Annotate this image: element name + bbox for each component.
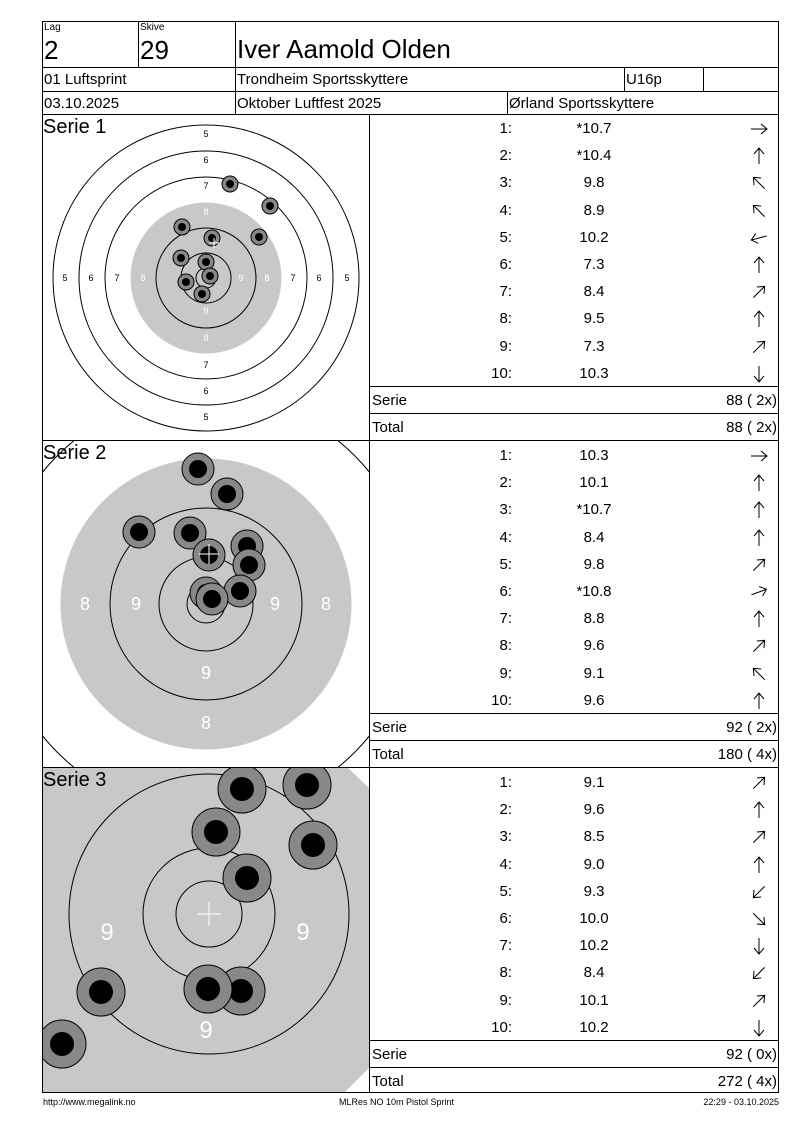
shot-row xyxy=(370,551,779,578)
ring-label: 6 xyxy=(203,155,209,165)
shot-row xyxy=(370,578,779,605)
total-label: Total xyxy=(372,419,404,436)
shot-number: 10: xyxy=(491,364,512,382)
shot-value: 10.1 xyxy=(579,474,609,492)
shot-row xyxy=(370,959,779,986)
shot-number: 6: xyxy=(499,583,512,600)
shot-row xyxy=(370,932,779,959)
ring-label: 9 xyxy=(200,663,212,683)
ring-label: 9 xyxy=(199,1017,213,1044)
total-score: 88 ( 2x) xyxy=(726,419,777,436)
serie-2-sum xyxy=(370,714,779,740)
shot-value: 9.8 xyxy=(583,174,605,192)
shot-value: 8.4 xyxy=(583,964,605,982)
ring-label: 8 xyxy=(320,594,332,614)
shot-value: 10.1 xyxy=(579,991,609,1009)
shot-number: 4: xyxy=(499,528,512,546)
ring-label: 9 xyxy=(269,594,281,614)
ring-label: 9 xyxy=(100,919,114,946)
club-name: Trondheim Sportsskyttere xyxy=(237,71,409,88)
serie-score: 92 ( 0x) xyxy=(726,1046,777,1063)
direction-arrow-icon xyxy=(749,773,769,793)
direction-arrow-icon xyxy=(749,528,769,548)
shot-number: 3: xyxy=(499,501,512,519)
direction-arrow-icon xyxy=(749,800,769,820)
event-name: 01 Luftsprint xyxy=(44,71,127,88)
shot-value: 8.9 xyxy=(583,201,605,219)
divider xyxy=(703,67,704,91)
shot-row xyxy=(370,632,779,659)
direction-arrow-icon xyxy=(749,582,769,602)
skive-label: Skive xyxy=(140,22,165,33)
serie-score: 88 ( 2x) xyxy=(726,392,777,409)
ring-label: 9 xyxy=(203,306,209,316)
shot-row xyxy=(370,851,779,878)
shot-number: 2: xyxy=(499,801,512,819)
shot-row xyxy=(370,605,779,632)
ring-label: 5 xyxy=(344,273,350,283)
shot-row xyxy=(370,442,779,469)
shot-number: 8: xyxy=(499,964,512,982)
shot-row xyxy=(370,905,779,932)
ring-label: 6 xyxy=(203,386,209,396)
shot-number: 2: xyxy=(499,147,512,165)
total-label: Total xyxy=(372,746,404,763)
shot-row xyxy=(370,142,779,169)
direction-arrow-icon xyxy=(749,500,769,520)
shot-number: 3: xyxy=(499,174,512,192)
shot-value: *10.8 xyxy=(576,583,612,600)
shot-number: 5: xyxy=(499,228,512,246)
ring-label: 8 xyxy=(264,273,270,283)
serie-1-sum xyxy=(370,387,779,413)
ring-label: 7 xyxy=(203,360,209,370)
shot-row xyxy=(370,305,779,332)
serie-3-sum xyxy=(370,1041,779,1067)
direction-arrow-icon xyxy=(749,119,769,139)
shot-number: 10: xyxy=(491,691,512,709)
serie-3-title: Serie 3 xyxy=(43,769,107,791)
ring-label: 8 xyxy=(200,713,212,733)
direction-arrow-icon xyxy=(749,909,769,929)
shot-value: 9.1 xyxy=(583,774,605,791)
direction-arrow-icon xyxy=(749,201,769,221)
shot-number: 3: xyxy=(499,828,512,846)
shot-number: 5: xyxy=(499,882,512,900)
serie-label: Serie xyxy=(372,1046,408,1063)
shot-number: 10: xyxy=(491,1018,512,1036)
shot-row xyxy=(370,115,779,142)
ring-label: 8 xyxy=(203,207,209,217)
divider xyxy=(138,21,139,67)
shot-value: 8.5 xyxy=(583,828,605,846)
shot-row xyxy=(370,333,779,360)
shot-value: 10.2 xyxy=(579,1018,609,1036)
ring-label: 5 xyxy=(203,129,209,139)
direction-arrow-icon xyxy=(749,1018,769,1038)
shot-number: 7: xyxy=(499,283,512,301)
direction-arrow-icon xyxy=(749,609,769,629)
shot-value: 8.4 xyxy=(583,528,605,546)
shot-value: 10.2 xyxy=(579,937,609,955)
ring-label: 7 xyxy=(203,181,209,191)
direction-arrow-icon xyxy=(749,827,769,847)
ring-label: 9 xyxy=(130,594,142,614)
serie-label: Serie xyxy=(372,392,408,409)
shot-number: 6: xyxy=(499,910,512,927)
direction-arrow-icon xyxy=(749,664,769,684)
skive-value: 29 xyxy=(140,35,169,65)
ring-label: 8 xyxy=(79,594,91,614)
shot-value: 8.4 xyxy=(583,283,605,301)
shot-value: 9.5 xyxy=(583,310,605,328)
shot-number: 1: xyxy=(499,447,512,464)
divider xyxy=(42,91,779,92)
date: 03.10.2025 xyxy=(44,95,120,112)
shot-row xyxy=(370,878,779,905)
shot-number: 7: xyxy=(499,937,512,955)
footer-timestamp: 22:29 - 03.10.2025 xyxy=(703,1097,779,1107)
direction-arrow-icon xyxy=(749,991,769,1011)
footer-program: MLRes NO 10m Pistol Sprint xyxy=(339,1097,455,1107)
ring-label: 7 xyxy=(114,273,120,283)
total-label: Total xyxy=(372,1073,404,1090)
lag-value: 2 xyxy=(44,35,59,65)
shooter-name: Iver Aamold Olden xyxy=(237,34,451,64)
shot-row xyxy=(370,769,779,796)
shot-number: 1: xyxy=(499,120,512,137)
shot-number: 9: xyxy=(499,664,512,682)
shot-number: 1: xyxy=(499,774,512,791)
shot-number: 7: xyxy=(499,610,512,628)
shot-row xyxy=(370,278,779,305)
direction-arrow-icon xyxy=(749,282,769,302)
divider xyxy=(42,67,779,68)
shot-row xyxy=(370,197,779,224)
direction-arrow-icon xyxy=(749,555,769,575)
shot-row xyxy=(370,524,779,551)
shot-number: 2: xyxy=(499,474,512,492)
target-serie-2 xyxy=(43,441,369,767)
direction-arrow-icon xyxy=(749,146,769,166)
shot-value: 8.8 xyxy=(583,610,605,628)
total-score: 180 ( 4x) xyxy=(717,746,777,763)
direction-arrow-icon xyxy=(749,446,769,466)
organizer-name: Ørland Sportsskyttere xyxy=(509,95,655,112)
ring-label: 9 xyxy=(238,273,244,283)
target-serie-1 xyxy=(43,115,369,440)
direction-arrow-icon xyxy=(749,936,769,956)
shot-value: *10.7 xyxy=(576,501,612,519)
shot-row xyxy=(370,687,779,714)
serie-2-title: Serie 2 xyxy=(43,442,107,464)
target-serie-3 xyxy=(43,768,369,1092)
shot-number: 5: xyxy=(499,555,512,573)
shot-value: 7.3 xyxy=(583,256,605,273)
ring-label: 5 xyxy=(203,412,209,422)
footer-url[interactable]: http://www.megalink.no xyxy=(43,1097,136,1107)
shot-row xyxy=(370,251,779,278)
shot-row xyxy=(370,224,779,251)
direction-arrow-icon xyxy=(749,473,769,493)
shot-row xyxy=(370,169,779,196)
serie-label: Serie xyxy=(372,719,408,736)
shot-value: 10.3 xyxy=(579,364,609,382)
serie-3-total xyxy=(370,1068,779,1094)
direction-arrow-icon xyxy=(749,173,769,193)
shot-value: 10.3 xyxy=(579,447,609,464)
shot-row xyxy=(370,660,779,687)
direction-arrow-icon xyxy=(749,228,769,248)
ring-label: 7 xyxy=(290,273,296,283)
shot-value: 10.0 xyxy=(579,910,609,927)
shot-value: 9.1 xyxy=(583,664,605,682)
shot-number: 8: xyxy=(499,637,512,655)
serie-1-title: Serie 1 xyxy=(43,116,107,138)
shot-number: 4: xyxy=(499,855,512,873)
shot-number: 6: xyxy=(499,256,512,273)
direction-arrow-icon xyxy=(749,255,769,275)
lag-label: Lag xyxy=(44,22,61,33)
shot-row xyxy=(370,823,779,850)
ring-label: 8 xyxy=(203,333,209,343)
direction-arrow-icon xyxy=(749,337,769,357)
divider xyxy=(235,21,236,114)
ring-label: 9 xyxy=(296,919,310,946)
ring-label: 6 xyxy=(88,273,94,283)
shot-row xyxy=(370,1014,779,1041)
shot-value: *10.4 xyxy=(576,147,612,165)
ring-label: 6 xyxy=(316,273,322,283)
shot-row xyxy=(370,496,779,523)
direction-arrow-icon xyxy=(749,963,769,983)
shot-value: 9.0 xyxy=(583,855,605,873)
direction-arrow-icon xyxy=(749,309,769,329)
direction-arrow-icon xyxy=(749,882,769,902)
shot-value: 9.8 xyxy=(583,555,605,573)
shot-number: 9: xyxy=(499,991,512,1009)
shot-value: 10.2 xyxy=(579,228,609,246)
shot-value: 9.6 xyxy=(583,637,605,655)
divider xyxy=(624,67,625,91)
divider xyxy=(507,91,508,114)
shot-value: 9.6 xyxy=(583,801,605,819)
shot-value: 7.3 xyxy=(583,337,605,355)
shot-row xyxy=(370,360,779,387)
shot-number: 9: xyxy=(499,337,512,355)
class-name: U16p xyxy=(626,71,662,88)
shot-row xyxy=(370,796,779,823)
ring-label: 8 xyxy=(140,273,146,283)
shot-value: 9.3 xyxy=(583,882,605,900)
shot-value: 9.6 xyxy=(583,691,605,709)
direction-arrow-icon xyxy=(749,636,769,656)
shot-number: 4: xyxy=(499,201,512,219)
direction-arrow-icon xyxy=(749,691,769,711)
direction-arrow-icon xyxy=(749,364,769,384)
competition-name: Oktober Luftfest 2025 xyxy=(237,95,382,112)
direction-arrow-icon xyxy=(749,855,769,875)
shot-number: 8: xyxy=(499,310,512,328)
shot-row xyxy=(370,987,779,1014)
serie-2-total xyxy=(370,741,779,767)
serie-score: 92 ( 2x) xyxy=(726,719,777,736)
shot-value: *10.7 xyxy=(576,120,612,137)
ring-label: 5 xyxy=(62,273,68,283)
total-score: 272 ( 4x) xyxy=(717,1073,777,1090)
shot-row xyxy=(370,469,779,496)
serie-1-total xyxy=(370,414,779,440)
